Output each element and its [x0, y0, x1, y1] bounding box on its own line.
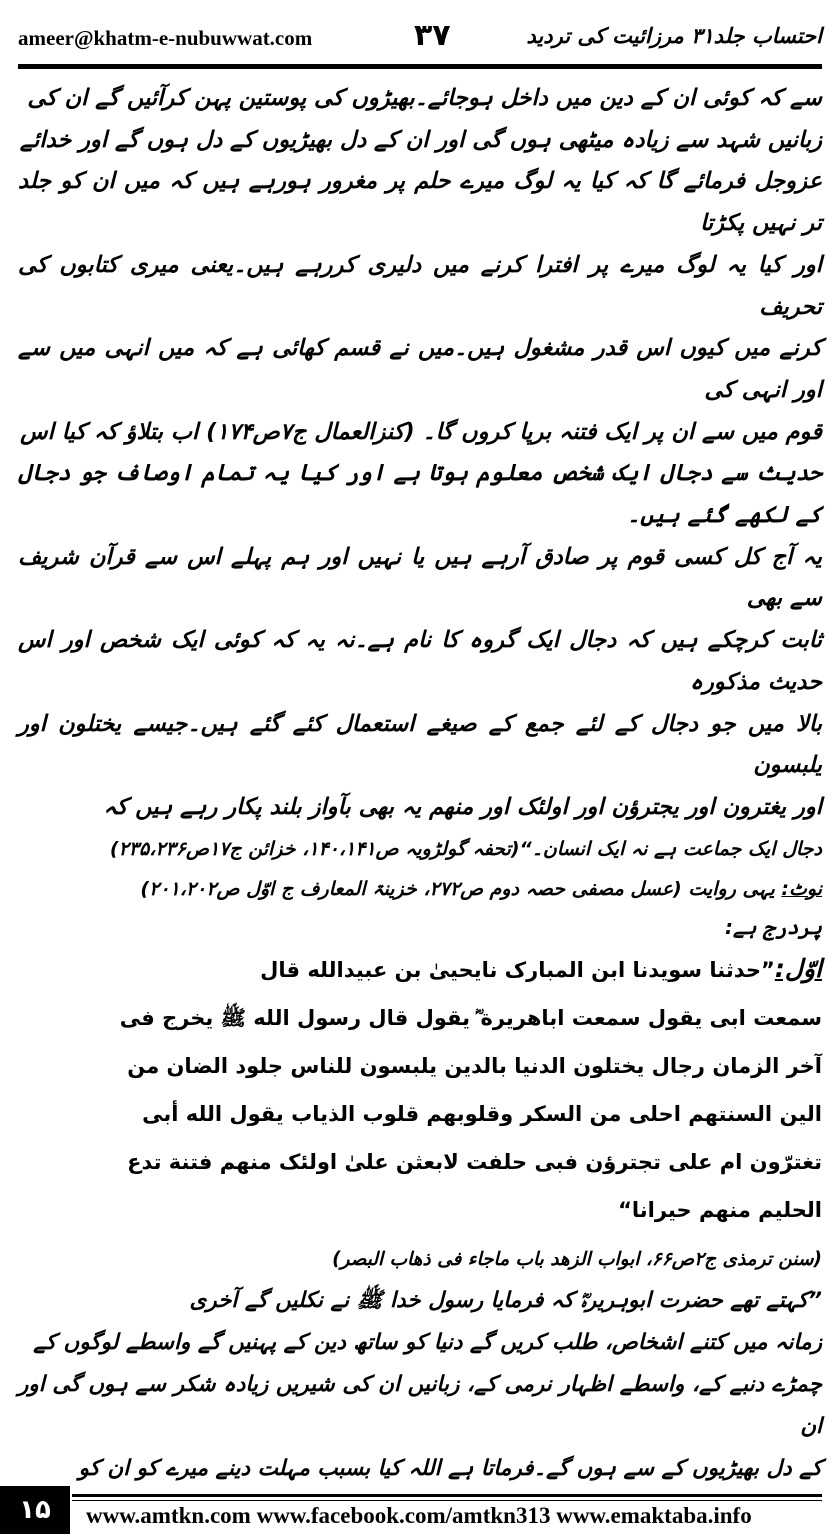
page-body — [18, 78, 822, 1490]
text-line: اور کیا یہ لوگ میرے پر افترا کرنے میں دلیری کررہے ہیں۔یعنی میری کتابوں کی تحریف — [18, 251, 822, 320]
arabic-line: تغترّون ام علی تجترؤن فبی حلفت لابعثن علیٰ اولئک منهم فتنة تدع — [127, 1149, 822, 1174]
arabic-line: آخر الزمان رجال یختلون الدنیا بالدین یلبسون للناس جلود الضان من — [127, 1053, 822, 1078]
reference-line: دجال ایک جماعت ہے نہ ایک انسان۔“(تحفہ گولڑویہ ص۱۴۰،۱۴۱، خزائن ج۱۷ص۲۳۵،۲۳۶) — [109, 837, 822, 860]
header-rule — [18, 64, 822, 69]
arabic-line: الحلیم منهم حیرانا“ — [618, 1197, 822, 1222]
arabic-line — [18, 945, 822, 994]
text-line: زبانیں شہد سے زیادہ میٹھی ہوں گی اور ان کے دل بھیڑیوں کے دل ہوں گے اور خدائے — [19, 126, 822, 153]
paragraph-2 — [18, 1280, 822, 1490]
note-text: یہی روایت (عسل مصفی حصہ دوم ص۲۷۲، خزینۃ المعارف ج اوّل ص۲۰۱،۲۰۲) — [140, 877, 782, 900]
text-line: کے دل بھیڑیوں کے سے ہوں گے۔فرماتا ہے اللہ کیا بسبب مہلت دینے میرے کو ان کو — [78, 1455, 822, 1481]
header-book-title: احتساب جلد۳۱ مرزائیت کی تردید — [526, 24, 822, 48]
arabic-first-line: ”حدثنا سویدنا ابن المبارک نایحییٰ بن عبیدالله قال — [260, 957, 775, 982]
paragraph-1 — [18, 78, 822, 869]
text-line: یہ آج کل کسی قوم پر صادق آرہے ہیں یا نہیں اور ہم پہلے اس سے قرآن شریف سے بھی — [18, 543, 822, 612]
text-line: زمانہ میں کتنے اشخاص، طلب کریں گے دنیا کو ساتھ دین کے پہنیں گے واسطے لوگوں کے — [33, 1329, 822, 1355]
text-line: قوم میں سے ان پر ایک فتنہ برپا کروں گا۔ (کنزالعمال ج۷ص۱۷۴) اب بتلاؤ کہ کیا اس — [20, 418, 822, 445]
text-line: بالا میں جو دجال کے لئے جمع کے صیغے استعمال کئے گئے ہیں۔جیسے یختلون اور یلبسون — [18, 710, 822, 779]
arabic-hadith — [18, 945, 822, 1234]
text-line: حدیث سے دجال ایک شخص معلوم ہوتا ہے اور کیا یہ تمام اوصاف جو دجال کے لکھے گئے ہیں۔ — [18, 460, 822, 529]
footer-links: www.amtkn.com www.facebook.com/amtkn313 www.emaktaba.info — [86, 1503, 752, 1528]
text-line: عزوجل فرمائے گا کہ کیا یہ لوگ میرے حلم پر مغرور ہورہے ہیں کہ میں ان کو جلد تر نہیں پکڑتا — [18, 168, 822, 237]
text-line: سے کہ کوئی ان کے دین میں داخل ہوجائے۔بھیڑوں کی پوستین پہن کرآئیں گے ان کی — [27, 85, 822, 111]
footer-rule — [72, 1494, 822, 1497]
note-label: نوٹ: — [781, 877, 822, 900]
text-line: کرنے میں کیوں اس قدر مشغول ہیں۔میں نے قسم کھائی ہے کہ میں انہی میں سے اور انہی کی — [18, 335, 822, 403]
page-header — [18, 18, 822, 62]
arabic-line: سمعت ابی یقول سمعت اباهریرة ؓ یقول قال رسول الله ﷺ یخرج فی — [119, 1005, 822, 1030]
note-line — [18, 869, 822, 909]
footer-page-badge: ۱۵ — [0, 1486, 70, 1534]
footer-rule-thin — [72, 1500, 822, 1501]
text-line: اور یغترون اور یجترؤن اور اولئک اور منھم یہ بھی بآواز بلند پکار رہے ہیں کہ — [103, 793, 822, 820]
arabic-line: الین السنتهم احلی من السکر وقلوبهم قلوب الذیاب یقول الله أبی — [142, 1101, 822, 1126]
header-page-number: ۳۷ — [414, 18, 451, 53]
note-continuation: پردرج ہے: — [725, 914, 822, 939]
text-line: ”کہتے تھے حضرت ابوہریرہؓ کہ فرمایا رسول خدا ﷺ نے نکلیں گے آخری — [189, 1287, 822, 1313]
text-line: ثابت کرچکے ہیں کہ دجال ایک گروہ کا نام ہے۔نہ یہ کہ کوئی ایک شخص اور اس حدیث مذکورہ — [18, 627, 822, 695]
header-email: ameer@khatm-e-nubuwwat.com — [18, 26, 313, 50]
source-citation: (سنن ترمذی ج۲ص۶۶، ابواب الزهد باب ماجاء فی ذهاب البصر) — [332, 1248, 822, 1270]
text-line: چمڑے دنبے کے، واسطے اظہار نرمی کے، زبانیں ان کی شیریں زیادہ شکر سے ہوں گی اور ان — [18, 1371, 822, 1439]
awwal-label: اوّل: — [774, 953, 822, 983]
